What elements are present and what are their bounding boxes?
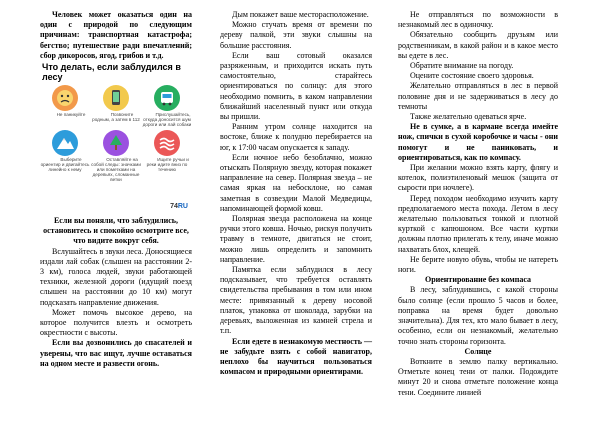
paragraph: Обязательно сообщить друзьям или родственникам, в какой район и в какое место вы едете в лес. bbox=[398, 30, 558, 60]
mountain-icon bbox=[52, 130, 78, 156]
infographic bbox=[40, 62, 192, 212]
infographic-item bbox=[91, 85, 141, 128]
infographic-item bbox=[40, 130, 90, 183]
infographic-caption: Ищите ручьи и реки идите вниз по течению bbox=[146, 156, 189, 173]
section-heading: Ориентирование без компаса bbox=[424, 275, 532, 285]
section-heading: Солнце bbox=[464, 346, 492, 356]
phone-icon bbox=[103, 85, 129, 111]
paragraph: Если едете в незнакомую местность — не забудьте взять с собой навигатор, неплохо бы научиться пользоваться компасом и природными ориентирами. bbox=[220, 336, 372, 377]
paragraph: Если ваш сотовый оказался разряженным, и приходится искать путь самостоятельно, старайтесь ориентироваться по солнцу: для этого необходимо помнить, в каком направлении ближайший населенный пункт или откуда вы пришли. bbox=[220, 50, 372, 122]
tree-icon bbox=[103, 130, 129, 156]
paragraph: Перед походом необходимо изучить карту предполагаемого места похода. Летом в лесу желательно пользоваться тонкой и плотной курткой с капюшоном. Все части куртки должны плотно прилегать к телу, иначе можно нахватать блох, клещей. bbox=[398, 193, 558, 254]
column-1 bbox=[40, 10, 192, 369]
infographic-item bbox=[91, 130, 141, 183]
paragraph: Не берите новую обувь, чтобы не натереть ноги. bbox=[398, 254, 558, 275]
paragraph: Человек может оказаться один на один с природой по следующим причинам: транспортная катастрофа; бегство; путешествие ради впечатлений; сбор дикоросов, ягод, грибов и т.д. bbox=[40, 10, 192, 60]
paragraph: Ранним утром солнце находится на востоке, ближе к полудню перебирается на юг, к 17:00 часам опускается к западу. bbox=[220, 122, 372, 152]
column-2 bbox=[220, 10, 372, 377]
column-3 bbox=[398, 10, 558, 398]
sad-face-icon bbox=[52, 85, 78, 111]
infographic-item bbox=[142, 85, 192, 128]
paragraph: В лесу, заблудившись, с какой стороны было солнце (если прошло 5 часов и более, поправка на время будет довольно значительна). Для тех, кто мало бывает в лесу, особенно, если он незнакомый, желательно точно знать стороны горизонта. bbox=[398, 285, 558, 346]
paragraph: Если ночное небо безоблачно, можно отыскать Полярную звезду, которая покажет направление на север. Полярная звезда – не самая яркая на небосклоне, но самая заметная в созвездии Малой Медведицы, напоминающей формой ковш. bbox=[220, 152, 372, 213]
river-icon bbox=[154, 130, 180, 156]
paragraph: Обратите внимание на погоду. bbox=[410, 61, 514, 71]
infographic-caption: Прислушайтесь, откуда доносится шум дороги или лай собаки bbox=[142, 112, 192, 128]
logo-main: 74 bbox=[170, 202, 178, 210]
paragraph: Также желательно одеваться ярче. bbox=[410, 112, 527, 122]
bus-icon bbox=[154, 85, 180, 111]
infographic-caption: Не паникуйте bbox=[56, 112, 86, 118]
paragraph: Воткните в землю палку вертикально. Отметьте конец тени от палки. Подождите минут 20 и снова отметьте положение конца тени. Соедините линией bbox=[398, 356, 558, 397]
paragraph: Не в сумке, а в кармане всегда имейте нож, спички в сухой коробочке и часы - они помогут и не паниковать, и ориентироваться, как по компасу. bbox=[398, 122, 558, 162]
logo-accent: RU bbox=[177, 202, 188, 210]
paragraph: Не отправляться по возможности в незнакомый лес в одиночку. bbox=[398, 10, 558, 30]
infographic-item bbox=[142, 130, 192, 183]
paragraph: Оцените состояние своего здоровья. bbox=[410, 71, 534, 81]
paragraph: Дым покажет ваше месторасположение. bbox=[232, 10, 369, 19]
paragraph: Памятка если заблудился в лесу подсказывает, что требуется оставлять свидетельства пребывания в том или ином месте: привязанный к дереву носовой платок, упаковка от шоколада, зарубки на деревьях, выложенная из камней стрела и т.п. bbox=[220, 265, 372, 336]
paragraph: Полярная звезда расположена на конце ручки этого ковша. Ночью, рискуя получить травму в темноте, двигаться не стоит, можно лишь определить и запомнить направление. bbox=[220, 214, 372, 264]
infographic-caption: Оставляйте на собой следы: значками или пометками на деревьях, сломанные ветки bbox=[91, 156, 141, 183]
paragraph: Желательно отправляться в лес в первой половине дня и не задерживаться в лесу до темноты bbox=[398, 81, 558, 111]
infographic-caption: Выберите ориентир и двигайтесь линейно к нему bbox=[40, 156, 90, 173]
infographic-title: Что делать, если заблудился в лесу bbox=[42, 62, 181, 83]
logo bbox=[170, 202, 188, 212]
paragraph: При желании можно взять карту, флягу и котелок, полиэтиленовый мешок (защита от сырости при ночлеге). bbox=[398, 163, 558, 193]
paragraph: Вслушайтесь в звуки леса. Доносящиеся издали лай собак (слышен на расстоянии 2-3 км), голоса людей, звуки работающей техники, железной дороги (идущий поезд слышен на расстоянии до 10 км) могут подсказать направление движения. bbox=[40, 246, 192, 307]
infographic-item bbox=[40, 85, 90, 128]
paragraph: Можно стучать время от времени по дереву палкой, эти звуки слышны на большие расстояния. bbox=[220, 20, 372, 50]
infographic-caption: Позвоните родным, а затем в 112 bbox=[92, 112, 140, 123]
paragraph: Если вы поняли, что заблудились, остановитесь и спокойно осмотрите все, что видите вокруг себя. bbox=[43, 216, 189, 246]
paragraph: Если вы дозвонились до спасателей и уверены, что вас ищут, лучше оставаться на одном месте и развести огонь. bbox=[40, 338, 192, 368]
paragraph: Может помочь высокое дерево, на которое получится влезть и осмотреть окрестности с высоты. bbox=[40, 307, 192, 338]
